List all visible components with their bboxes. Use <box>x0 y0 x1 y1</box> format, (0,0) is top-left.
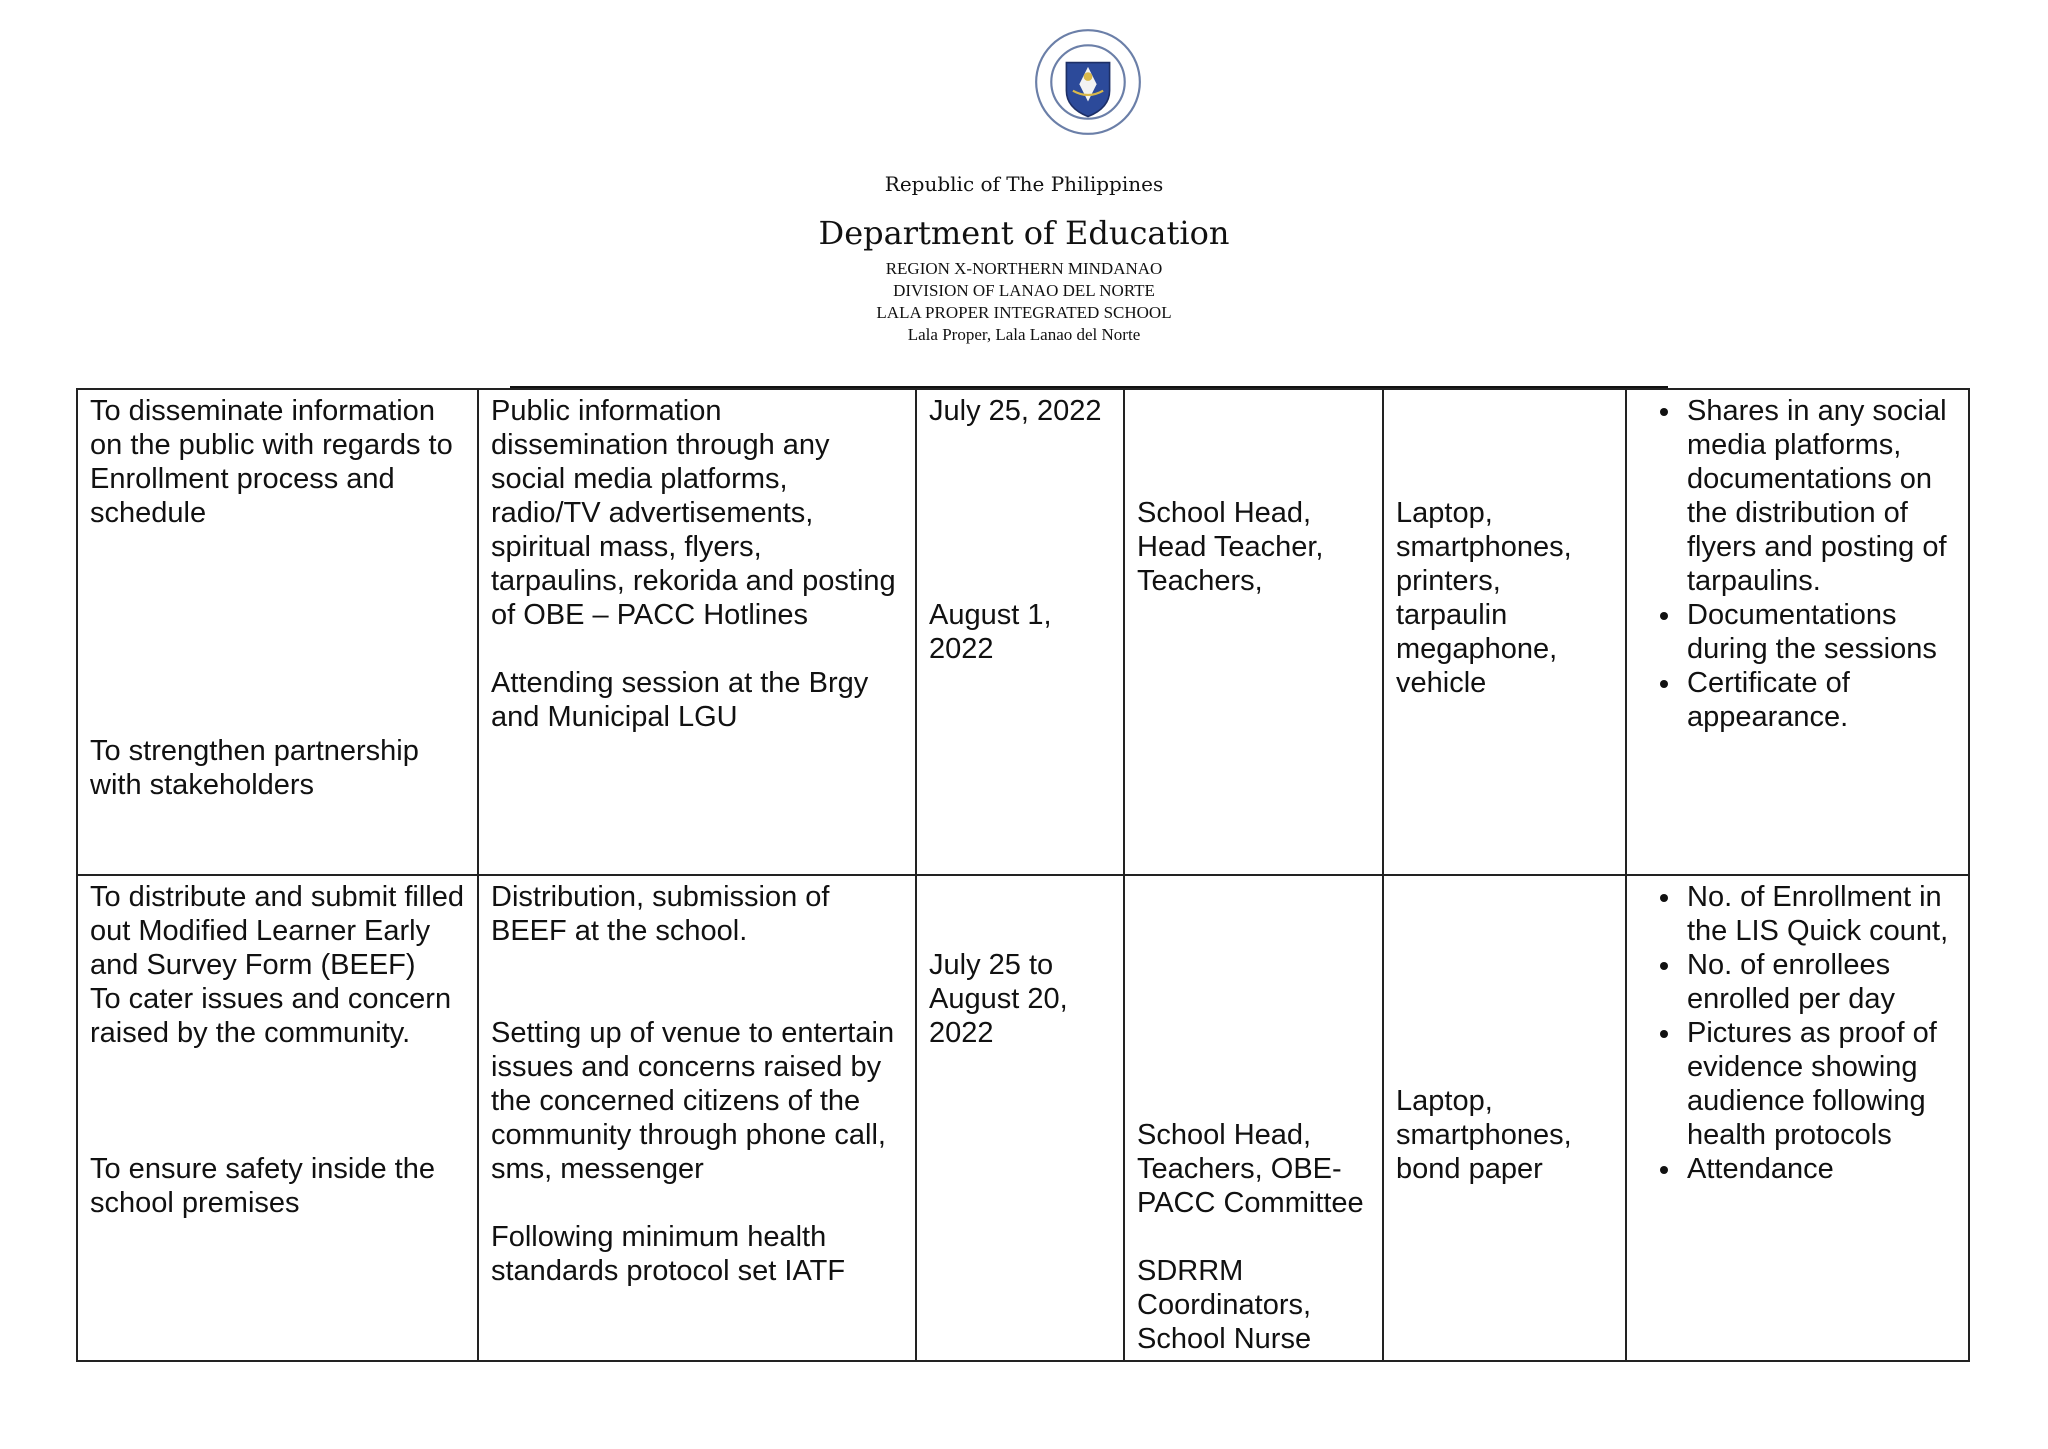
date-text: July 25 to August 20, 2022 <box>929 949 1068 1049</box>
indicators-cell <box>1626 389 1969 875</box>
resources-text: Laptop, smartphones, printers, tarpaulin megaphone, vehicle <box>1396 497 1572 699</box>
dates-cell <box>916 875 1124 1361</box>
persons-cell <box>1124 875 1383 1361</box>
activity-text: Attending session at the Brgy and Municipal LGU <box>491 667 869 733</box>
deped-seal-icon <box>1034 28 1142 136</box>
table-row <box>77 389 1969 875</box>
list-item: • Shares in any social media platforms, documentations on the distribution of flyers and posting of tarpaulins. <box>1683 394 1956 598</box>
list-item: • Certificate of appearance. <box>1683 666 1956 734</box>
resources-text: Laptop, smartphones, bond paper <box>1396 1085 1572 1185</box>
activity-text: Distribution, submission of BEEF at the school. <box>491 881 830 947</box>
resources-cell <box>1383 389 1626 875</box>
persons-text: School Head, Teachers, OBE-PACC Committee <box>1137 1119 1364 1219</box>
persons-text: SDRRM Coordinators, School Nurse <box>1137 1255 1312 1355</box>
department-title: Department of Education <box>818 214 1230 252</box>
resources-cell <box>1383 875 1626 1361</box>
objective-text: To distribute and submit filled out Modified Learner Early and Survey Form (BEEF) <box>90 881 464 981</box>
persons-cell <box>1124 389 1383 875</box>
list-item: • Documentations during the sessions <box>1683 598 1956 666</box>
list-item: • Attendance <box>1683 1152 1956 1186</box>
table-row <box>77 875 1969 1361</box>
school-address: Lala Proper, Lala Lanao del Norte <box>907 325 1141 344</box>
division-text: DIVISION OF LANAO DEL NORTE <box>893 281 1155 300</box>
activities-cell <box>478 875 916 1361</box>
action-plan-table <box>76 388 1970 1362</box>
activities-cell <box>478 389 916 875</box>
objectives-cell <box>77 875 478 1361</box>
date-text: August 1, 2022 <box>929 599 1052 665</box>
activity-text: Public information dissemination through any social media platforms, radio/TV advertisements, spiritual mass, flyers, tarpaulins, rekorida and posting of OBE – PACC Hotlines <box>491 395 896 631</box>
list-item: • No. of Enrollment in the LIS Quick count, <box>1683 880 1956 948</box>
objective-text: To cater issues and concern raised by the community. <box>90 983 452 1049</box>
objective-text: To strengthen partnership with stakeholders <box>90 735 419 801</box>
objective-text: To ensure safety inside the school premises <box>90 1153 435 1219</box>
republic-text: Republic of The Philippines <box>884 172 1164 196</box>
school-name: LALA PROPER INTEGRATED SCHOOL <box>876 303 1172 322</box>
list-item: • No. of enrollees enrolled per day <box>1683 948 1956 1016</box>
region-text: REGION X-NORTHERN MINDANAO <box>885 259 1163 278</box>
dates-cell <box>916 389 1124 875</box>
indicator-list <box>1639 880 1956 1186</box>
activity-text: Setting up of venue to entertain issues and concerns raised by the concerned citizens of the community through phone call, sms, messenger <box>491 1017 895 1185</box>
indicators-cell <box>1626 875 1969 1361</box>
activity-text: Following minimum health standards protocol set IATF <box>491 1221 846 1287</box>
date-text: July 25, 2022 <box>929 395 1102 427</box>
persons-text: School Head, Head Teacher, Teachers, <box>1137 497 1324 597</box>
indicator-list <box>1639 394 1956 734</box>
list-item: • Pictures as proof of evidence showing audience following health protocols <box>1683 1016 1956 1152</box>
objective-text: To disseminate information on the public with regards to Enrollment process and schedule <box>90 395 453 529</box>
objectives-cell <box>77 389 478 875</box>
